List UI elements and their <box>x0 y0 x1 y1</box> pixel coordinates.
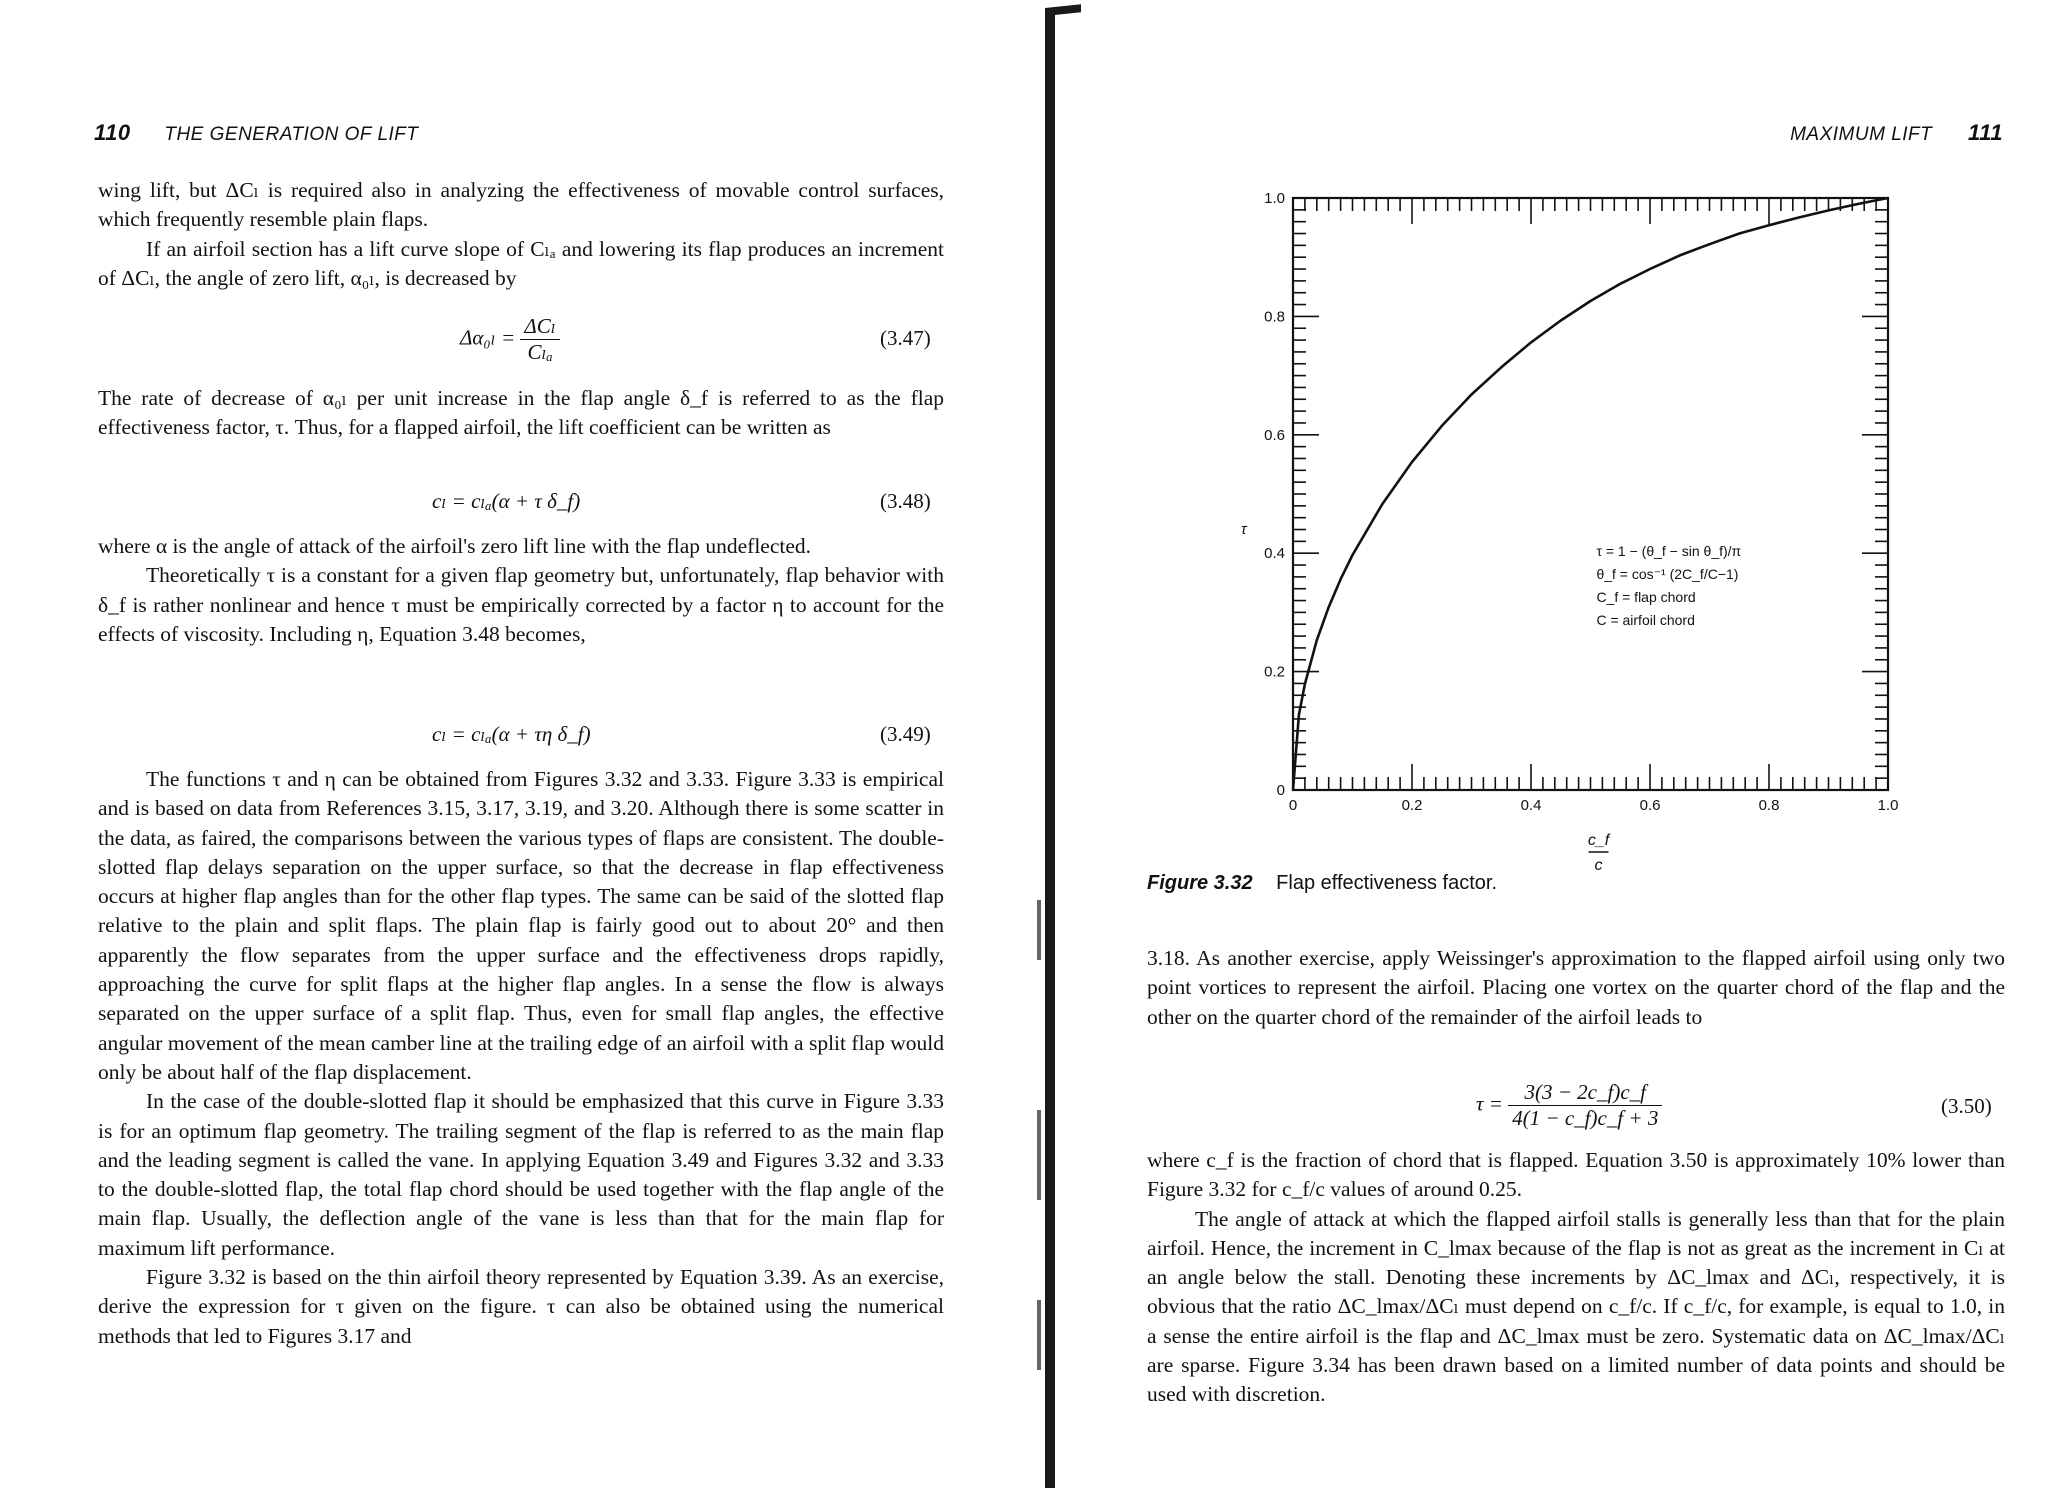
left-para-5: Theoretically τ is a constant for a given flap geometry but, unfortunately, flap behavior with δ_f is rather nonlinear and hence τ must be empirically corrected by a factor η to account for the effects of viscosity. Including η, Equation 3.48 becomes, <box>98 563 944 646</box>
right-para-2: where c_f is the fraction of chord that is flapped. Equation 3.50 is approximately 10% lower than Figure 3.32 for c_f/c values of around 0.25. <box>1147 1148 2005 1202</box>
right-page-number: 111 <box>1968 120 2003 145</box>
figure-caption-text: Flap effectiveness factor. <box>1276 872 1498 894</box>
x-axis-label-denominator: c <box>1594 857 1603 870</box>
left-para-1: wing lift, but ΔCₗ is required also in analyzing the effectiveness of movable control surfaces, which frequently resemble plain flaps. <box>98 178 944 232</box>
book-gutter <box>1037 0 1073 1491</box>
y-axis-label: τ <box>1241 521 1247 538</box>
left-running-head <box>94 120 419 146</box>
x-axis-label-numerator: c_f <box>1587 832 1610 849</box>
left-text-mid2 <box>98 532 944 649</box>
eq347-denominator: Cₗₐ <box>527 340 553 364</box>
right-running-title: MAXIMUM LIFT <box>1790 124 1933 145</box>
x-tick-label: 1.0 <box>1877 797 1899 814</box>
formula-line: τ = 1 − (θ_f − sin θ_f)/π <box>1596 543 1742 560</box>
eq350-denominator: 4(1 − c_f)c_f + 3 <box>1512 1106 1659 1130</box>
right-text-top <box>1147 944 2005 1032</box>
y-tick-label: 0 <box>1276 782 1285 799</box>
left-text-top <box>98 176 944 293</box>
eq350-lhs: τ = <box>1476 1091 1503 1116</box>
right-running-head <box>1767 120 2003 146</box>
eq347-lhs: Δα₀ₗ = <box>460 325 516 350</box>
left-para-3: The rate of decrease of α₀ₗ per unit increase in the flap angle δ_f is referred to as the flap effectiveness factor, τ. Thus, for a flapped airfoil, the lift coefficient can be written as <box>98 386 944 440</box>
figure-label: Figure 3.32 <box>1147 872 1253 894</box>
gutter-shadow <box>1045 8 1055 1488</box>
left-para-2: If an airfoil section has a lift curve slope of Cₗₐ and lowering its flap produces an increment of ΔCₗ, the angle of zero lift, α₀ₗ, is decreased by <box>98 236 944 290</box>
left-text-mid1 <box>98 384 944 443</box>
x-tick-label: 0.6 <box>1639 797 1661 814</box>
formula-line: C_f = flap chord <box>1596 589 1696 606</box>
equation-3-47 <box>460 314 560 365</box>
flap-effectiveness-chart <box>1078 170 2028 870</box>
gutter-speck <box>1037 900 1041 960</box>
eq349-number: (3.49) <box>880 722 931 746</box>
right-para-3: The angle of attack at which the flapped airfoil stalls is generally less than that for the plain airfoil. Hence, the increment in C_lmax because of the flap is not as great as the increment in Cₗ at an angle below the stall. Denoting these increments by ΔC_lmax and ΔCₗ, respectively, it is obvious that the ratio ΔC_lmax/ΔCₗ must depend on c_f/c. If c_f/c, for example, is equal to 1.0, in a sense the entire airfoil is the flap and ΔC_lmax must be zero. Systematic data on ΔC_lmax/ΔCₗ are sparse. Figure 3.34 has been drawn based on a limited number of data points and should be used with discretion. <box>1147 1206 2005 1407</box>
gutter-speck <box>1037 1110 1041 1200</box>
tau-curve <box>1293 198 1888 790</box>
left-para-4: where α is the angle of attack of the airfoil's zero lift line with the flap undeflected. <box>98 534 812 558</box>
equation-3-48: cₗ = cₗₐ(α + τ δ_f) <box>432 489 581 513</box>
left-para-7: In the case of the double-slotted flap it should be emphasized that this curve in Figure 3.33 is for an optimum flap geometry. The trailing segment of the flap is referred to as the main flap and the leading segment is called the vane. In applying Equation 3.49 and Figures 3.32 and 3.33 to the double-slotted flap, the total flap chord should be used together with the flap angle of the main flap. Usually, the deflection angle of the vane is less than that for the main flap for maximum lift performance. <box>98 1089 944 1260</box>
equation-3-49: cₗ = cₗₐ(α + τη δ_f) <box>432 722 591 746</box>
x-tick-label: 0.4 <box>1520 797 1542 814</box>
left-para-6: The functions τ and η can be obtained from Figures 3.32 and 3.33. Figure 3.33 is empirical and is based on data from References 3.15, 3.17, 3.19, and 3.20. Although there is some scatter in the data, as faired, the comparisons between the various types of flaps are consistent. The double-slotted flap delays separation on the upper surface, so that the decrease in flap effectiveness occurs at higher flap angles than for the other flap types. The same can be said of the slotted flap relative to the plain and split flaps. The plain flap is fairly good out to about 20° and then apparently the flow separates from the upper surface and the effectiveness drops rapidly, approaching the curve for split flaps at the higher flap angles. In a sense the flow is always separated on the upper surface of a split flap. Thus, even for small flap angles, the effective angular movement of the mean camber line at the trailing edge of an airfoil with a split flap would only be about half of the flap displacement. <box>98 767 944 1084</box>
plot-frame <box>1293 198 1888 790</box>
y-tick-label: 0.2 <box>1264 663 1285 681</box>
formula-line: θ_f = cos⁻¹ (2C_f/C−1) <box>1596 566 1739 583</box>
y-tick-label: 0.4 <box>1264 545 1285 563</box>
left-para-8: Figure 3.32 is based on the thin airfoil theory represented by Equation 3.39. As an exercise, derive the expression for τ given on the figure. τ can also be obtained using the numerical methods that led to Figures 3.17 and <box>98 1265 944 1348</box>
gutter-top-edge <box>1045 4 1081 16</box>
left-text-bottom <box>98 765 944 1351</box>
gutter-speck <box>1037 1300 1041 1370</box>
eq350-numerator: 3(3 − 2c_f)c_f <box>1508 1080 1662 1106</box>
eq350-fraction <box>1508 1080 1662 1131</box>
left-page-number: 110 <box>94 120 131 145</box>
eq347-number: (3.47) <box>880 326 931 350</box>
eq347-numerator: ΔCₗ <box>520 314 559 340</box>
x-tick-label: 0 <box>1288 797 1298 814</box>
eq350-number: (3.50) <box>1941 1094 1992 1118</box>
right-page <box>1078 0 2048 1491</box>
figure-caption <box>1147 872 1497 895</box>
eq348-number: (3.48) <box>880 489 931 513</box>
right-para-1: 3.18. As another exercise, apply Weissinger's approximation to the flapped airfoil using only two point vortices to represent the airfoil. Placing one vortex on the quarter chord of the flap and the other on the quarter chord of the remainder of the airfoil leads to <box>1147 946 2005 1029</box>
y-tick-label: 1.0 <box>1264 190 1285 207</box>
equation-3-50 <box>1476 1080 1662 1131</box>
right-text-bottom <box>1147 1146 2005 1410</box>
eq347-fraction <box>520 314 559 365</box>
y-tick-label: 0.8 <box>1264 308 1285 326</box>
left-running-title: THE GENERATION OF LIFT <box>164 124 419 145</box>
x-tick-label: 0.8 <box>1758 797 1780 814</box>
formula-line: C = airfoil chord <box>1596 612 1695 629</box>
y-tick-label: 0.6 <box>1264 426 1285 444</box>
x-tick-label: 0.2 <box>1401 797 1423 814</box>
